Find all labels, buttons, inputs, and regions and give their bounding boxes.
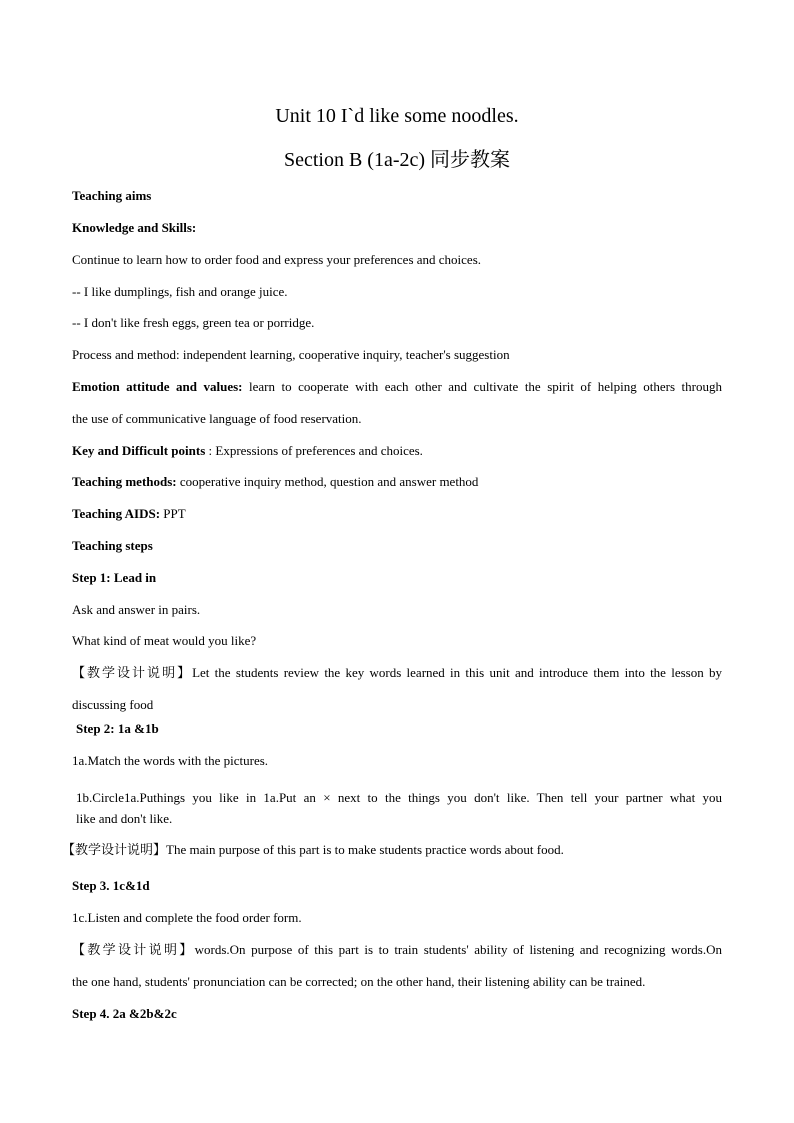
step2-1b: 1b.Circle1a.Puthings you like in 1a.Put an × next to the things you don't like. Then tell your partner what you — [76, 790, 722, 805]
emotion-text: learn to cooperate with each other and cultivate the spirit of helping others through — [242, 379, 722, 394]
step2-note-text: The main purpose of this part is to make students practice words about food. — [166, 842, 564, 857]
step1-note-text: Let the students review the key words learned in this unit and introduce them into the lesson by — [192, 665, 722, 680]
like-example: -- I like dumplings, fish and orange juice. — [72, 284, 288, 299]
key-text: : Expressions of preferences and choices. — [205, 443, 423, 458]
process-method: Process and method: independent learning, cooperative inquiry, teacher's suggestion — [72, 347, 510, 362]
teaching-methods — [72, 474, 722, 490]
methods-text: cooperative inquiry method, question and answer method — [176, 474, 479, 489]
teaching-aids — [72, 506, 722, 522]
step3-note-text: words.On purpose of this part is to train students' ability of listening and recognizing words.On — [194, 942, 722, 957]
teaching-aims-heading: Teaching aims — [72, 188, 152, 203]
subtitle-cjk: 同步教案 — [430, 147, 511, 171]
emotion-label: Emotion attitude and values: — [72, 379, 243, 394]
aids-text: PPT — [160, 506, 186, 521]
step3-heading: Step 3. 1c&1d — [72, 878, 150, 893]
step2-heading: Step 2: 1a &1b — [76, 721, 159, 736]
step2-design-note — [62, 842, 712, 859]
dislike-example: -- I don't like fresh eggs, green tea or porridge. — [72, 315, 315, 330]
step1-design-note — [72, 665, 722, 682]
step1-design-note-cont: discussing food — [72, 697, 154, 712]
step3-design-note-cont: the one hand, students' pronunciation can be corrected; on the other hand, their listening ability can be trained. — [72, 974, 646, 989]
teaching-steps-heading: Teaching steps — [72, 538, 153, 553]
design-note-label: 【教学设计说明】 — [72, 943, 195, 958]
step3-1c: 1c.Listen and complete the food order form. — [72, 910, 302, 925]
design-note-label: 【教学设计说明】 — [72, 666, 193, 681]
knowledge-skills-text: Continue to learn how to order food and express your preferences and choices. — [72, 252, 481, 267]
step2-1a: 1a.Match the words with the pictures. — [72, 753, 269, 768]
step1-heading: Step 1: Lead in — [72, 570, 157, 585]
document-subtitle — [0, 147, 794, 172]
key-difficult-points — [72, 443, 722, 459]
aids-label: Teaching AIDS: — [72, 506, 161, 521]
knowledge-skills-heading: Knowledge and Skills: — [72, 220, 197, 235]
step3-design-note — [72, 942, 722, 959]
document-title: Unit 10 I`d like some noodles. — [275, 105, 519, 127]
step1-line1: Ask and answer in pairs. — [72, 602, 201, 617]
design-note-label: 【教学设计说明】 — [62, 843, 167, 858]
emotion-attitude-cont: the use of communicative language of food reservation. — [72, 411, 362, 426]
key-label: Key and Difficult points — [72, 443, 206, 458]
step2-1b-cont: like and don't like. — [76, 811, 173, 826]
emotion-attitude — [72, 379, 722, 395]
subtitle-section: Section B (1a-2c) — [283, 149, 431, 171]
step4-heading: Step 4. 2a &2b&2c — [72, 1006, 177, 1021]
methods-label: Teaching methods: — [72, 474, 177, 489]
step1-line2: What kind of meat would you like? — [72, 633, 257, 648]
